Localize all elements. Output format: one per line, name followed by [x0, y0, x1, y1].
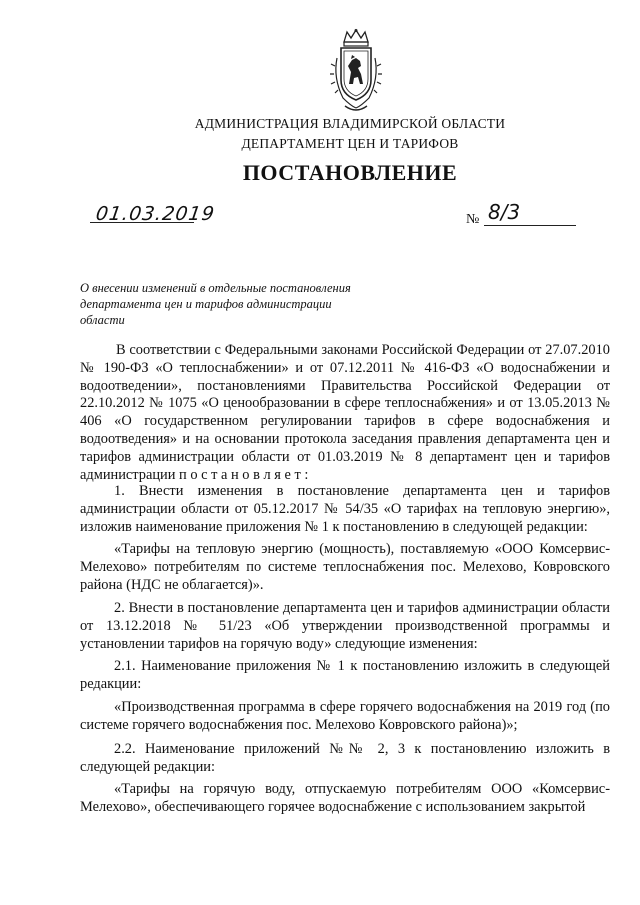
document-date: 01.03.2019	[94, 203, 217, 225]
coat-of-arms-icon	[327, 28, 385, 114]
clause-2-1-quote: «Производственная программа в сфере горячего водоснабжения на 2019 год (по системе горячего водоснабжения пос. Мелехово Ковровского района)»;	[80, 699, 610, 733]
clause-2-1-paragraph: 2.1. Наименование приложения № 1 к постановлению изложить в следующей редакции:	[80, 658, 610, 692]
date-underline	[90, 222, 194, 223]
clause-2-paragraph: 2. Внести в постановление департамента цен и тарифов администрации области от 13.12.2018 № 51/23 «Об утверждении производственной программы и установлении тарифов на горячую воду» следующие изменения:	[80, 600, 610, 652]
clause-1-paragraph: 1. Внести изменения в постановление департамента цен и тарифов администрации области от 05.12.2017 № 54/35 «О тарифах на тепловую энергию», изложив наименование приложения № 1 к постановлению в следующей редакции:	[80, 483, 610, 535]
document-type-title: ПОСТАНОВЛЕНИЕ	[242, 160, 458, 185]
document-number: 8/3	[488, 200, 521, 224]
clause-1-quote: «Тарифы на тепловую энергию (мощность), поставляемую «ООО Комсервис-Мелехово» потребителям по системе теплоснабжения пос. Мелехово, Ковровского района (НДС не облагается)».	[80, 541, 610, 593]
department-name: ДЕПАРТАМЕНТ ЦЕН И ТАРИФОВ	[241, 136, 459, 151]
preamble-paragraph: В соответствии с Федеральными законами Российской Федерации от 27.07.2010 № 190-ФЗ «О теплоснабжении» и от 07.12.2011 № 416-ФЗ «О водоснабжении и водоотведении», постановлениями Правительства Российской Федерации от 22.10.2012 № 1075 «О ценообразовании в сфере теплоснабжения» и от 13.05.2013 № 406 «О государственном регулировании тарифов в сфере водоснабжения и водоотведения» и на основании протокола заседания правления департамента цен и тарифов администрации области от 01.03.2019 № 8 департамент цен и тарифов администрации п о с т а н о в л я е т :	[80, 342, 610, 483]
organization-name: АДМИНИСТРАЦИЯ ВЛАДИМИРСКОЙ ОБЛАСТИ	[194, 116, 506, 131]
document-subject: О внесении изменений в отдельные постановления департамента цен и тарифов администрации области	[80, 281, 351, 327]
number-label: №	[466, 212, 480, 227]
clause-2-2-paragraph: 2.2. Наименование приложений №№ 2, 3 к постановлению изложить в следующей редакции:	[80, 741, 610, 775]
clause-2-2-quote: «Тарифы на горячую воду, отпускаемую потребителям ООО «Комсервис-Мелехово», обеспечивающего горячее водоснабжение с использованием закрытой	[80, 781, 610, 815]
number-underline	[484, 225, 576, 226]
